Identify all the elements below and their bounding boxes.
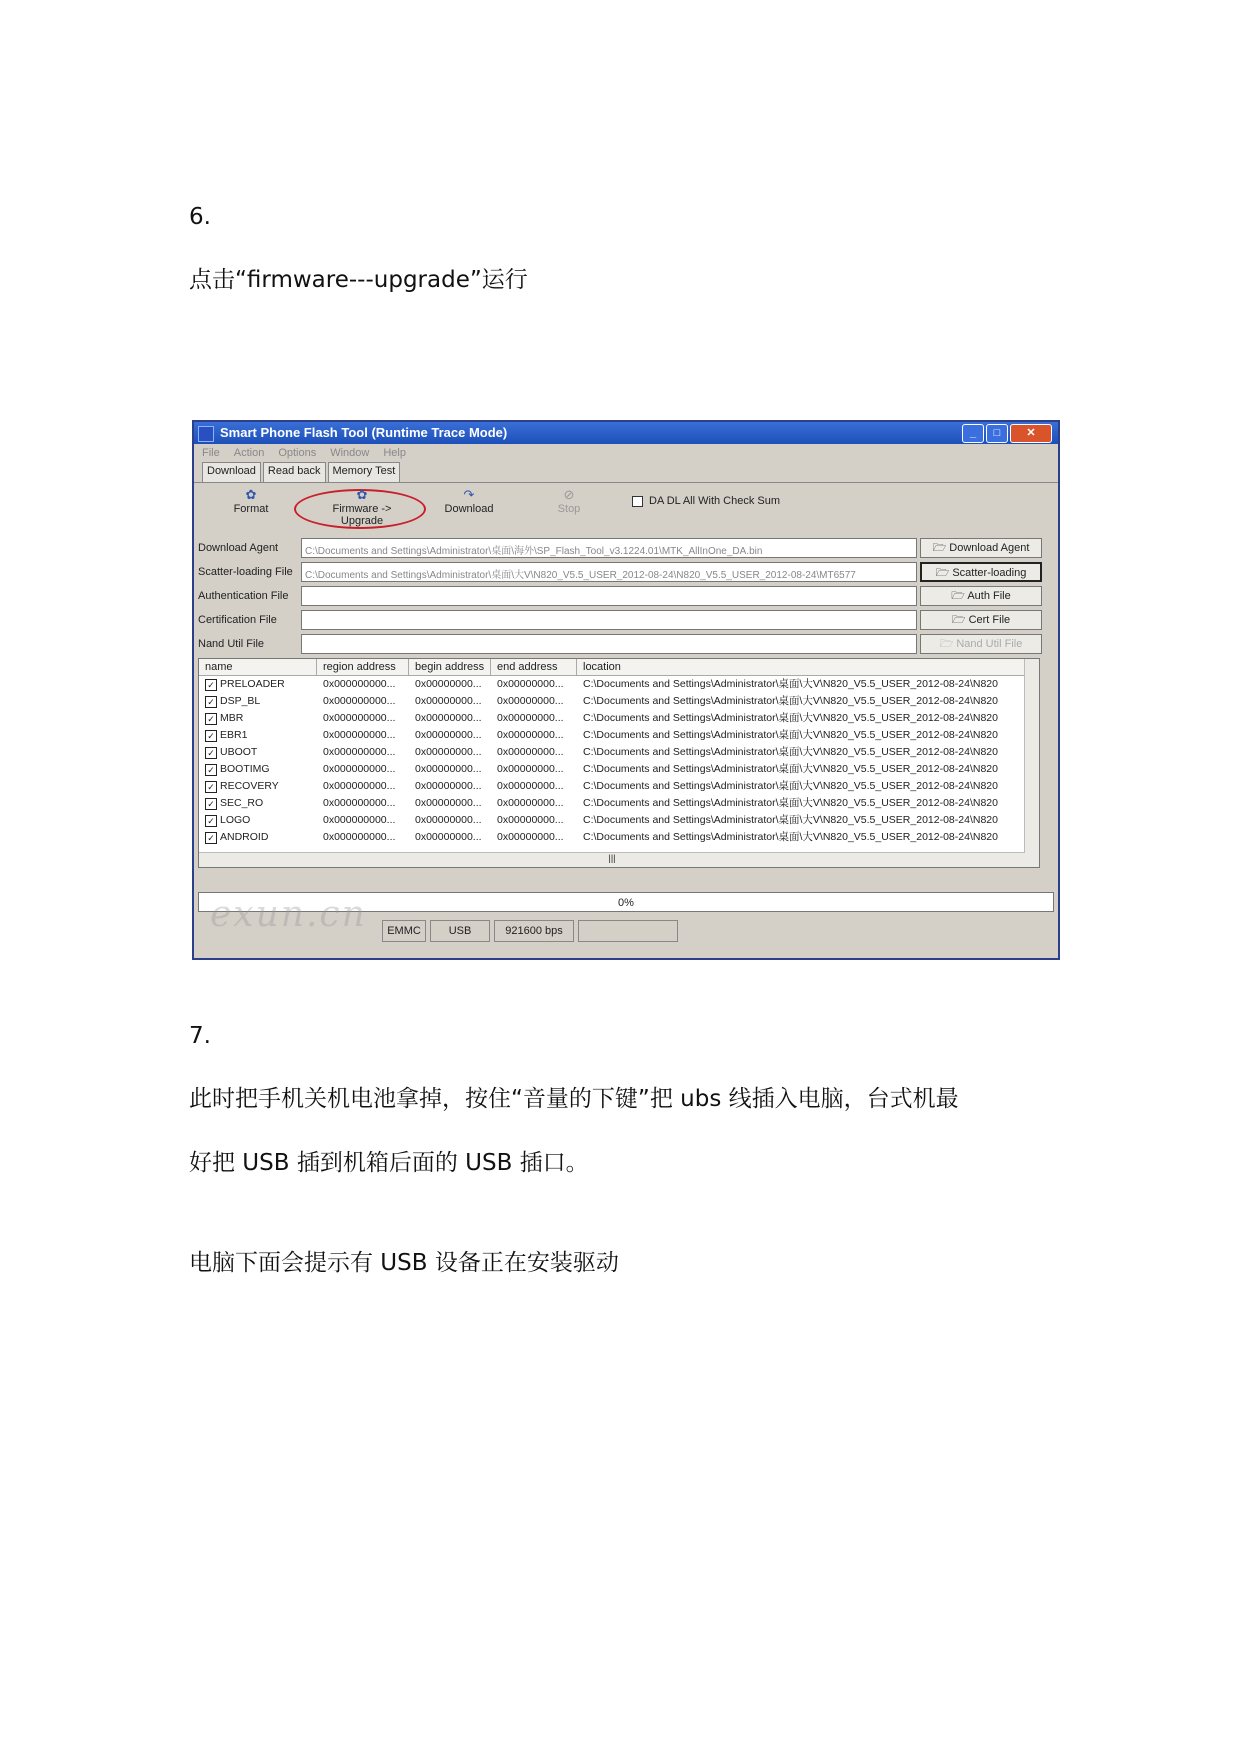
row-location: C:\Documents and Settings\Administrator\桌面\大V\N820_V5.5_USER_2012-08-24\N820	[583, 678, 998, 690]
checkbox-checked-icon[interactable]: ✓	[205, 781, 217, 793]
partition-table	[198, 658, 1040, 868]
watermark: exun.cn	[210, 894, 367, 935]
table-row[interactable]	[199, 693, 1039, 710]
row-name: UBOOT	[220, 746, 258, 758]
stop-label: Stop	[557, 503, 581, 515]
checkbox-checked-icon[interactable]: ✓	[205, 730, 217, 742]
row-region: 0x000000000...	[323, 780, 396, 792]
row-name: ANDROID	[220, 831, 269, 843]
row-begin: 0x00000000...	[415, 729, 482, 741]
row-begin: 0x00000000...	[415, 746, 482, 758]
col-region[interactable]: region address	[317, 659, 409, 675]
table-row[interactable]	[199, 727, 1039, 744]
row-name: RECOVERY	[220, 780, 279, 792]
status-storage: EMMC	[382, 920, 426, 942]
minimize-button[interactable]: _	[962, 424, 984, 443]
row-end: 0x00000000...	[497, 695, 564, 707]
row-name: EBR1	[220, 729, 248, 741]
row-name: PRELOADER	[220, 678, 285, 690]
row-begin: 0x00000000...	[415, 814, 482, 826]
row-region: 0x000000000...	[323, 712, 396, 724]
download-agent-field[interactable]: C:\Documents and Settings\Administrator\桌面\海外\SP_Flash_Tool_v3.1224.01\MTK_AllInOne_DA.bin	[301, 538, 917, 558]
table-row[interactable]	[199, 778, 1039, 795]
nand-label: Nand Util File	[198, 638, 265, 650]
checkbox-checked-icon[interactable]: ✓	[205, 764, 217, 776]
firmware-upgrade-button[interactable]	[312, 487, 412, 527]
table-header	[199, 659, 1039, 676]
format-label: Format	[233, 503, 269, 515]
row-location: C:\Documents and Settings\Administrator\桌面\大V\N820_V5.5_USER_2012-08-24\N820	[583, 695, 998, 707]
row-region: 0x000000000...	[323, 814, 396, 826]
scatter-row	[198, 562, 1054, 584]
table-row[interactable]	[199, 812, 1039, 829]
row-location: C:\Documents and Settings\Administrator\桌面\大V\N820_V5.5_USER_2012-08-24\N820	[583, 712, 998, 724]
download-icon: ↷	[463, 487, 475, 502]
table-row[interactable]	[199, 710, 1039, 727]
row-end: 0x00000000...	[497, 831, 564, 843]
flash-tool-screenshot	[192, 420, 1060, 960]
checkbox-checked-icon[interactable]: ✓	[205, 696, 217, 708]
menu-help[interactable]: Help	[383, 447, 406, 459]
stop-button[interactable]	[524, 487, 614, 515]
row-begin: 0x00000000...	[415, 831, 482, 843]
download-button[interactable]	[424, 487, 514, 515]
close-button[interactable]: ✕	[1010, 424, 1052, 443]
scatter-button[interactable]: 🗁 Scatter-loading	[920, 562, 1042, 582]
auth-row	[198, 586, 1054, 608]
step7-line2: 好把 USB 插到机箱后面的 USB 插口。	[189, 1150, 589, 1176]
checkbox-checked-icon[interactable]: ✓	[205, 815, 217, 827]
row-name: MBR	[220, 712, 244, 724]
menu-window[interactable]: Window	[330, 447, 370, 459]
nand-button[interactable]: 🗁 Nand Util File	[920, 634, 1042, 654]
auth-label: Authentication File	[198, 590, 289, 602]
status-port: USB	[430, 920, 490, 942]
row-begin: 0x00000000...	[415, 780, 482, 792]
scatter-button-label: Scatter-loading	[952, 567, 1027, 579]
row-location: C:\Documents and Settings\Administrator\桌面\大V\N820_V5.5_USER_2012-08-24\N820	[583, 746, 998, 758]
horizontal-scrollbar[interactable]: |||	[199, 852, 1025, 867]
row-region: 0x000000000...	[323, 695, 396, 707]
checkbox-checked-icon[interactable]: ✓	[205, 832, 217, 844]
row-end: 0x00000000...	[497, 763, 564, 775]
row-region: 0x000000000...	[323, 746, 396, 758]
app-icon	[198, 426, 214, 442]
menu-options[interactable]: Options	[278, 447, 317, 459]
step6-number: 6.	[189, 204, 211, 230]
row-location: C:\Documents and Settings\Administrator\桌面\大V\N820_V5.5_USER_2012-08-24\N820	[583, 831, 998, 843]
auth-button[interactable]: 🗁 Auth File	[920, 586, 1042, 606]
row-end: 0x00000000...	[497, 729, 564, 741]
tab-read-back[interactable]: Read back	[263, 462, 326, 482]
maximize-button[interactable]: □	[986, 424, 1008, 443]
cert-row	[198, 610, 1054, 632]
row-location: C:\Documents and Settings\Administrator\桌面\大V\N820_V5.5_USER_2012-08-24\N820	[583, 797, 998, 809]
row-region: 0x000000000...	[323, 729, 396, 741]
nand-field[interactable]	[301, 634, 917, 654]
download-agent-row	[198, 538, 1054, 560]
row-region: 0x000000000...	[323, 763, 396, 775]
checkbox-checked-icon[interactable]: ✓	[205, 713, 217, 725]
row-name: BOOTIMG	[220, 763, 270, 775]
row-name: SEC_RO	[220, 797, 264, 809]
row-begin: 0x00000000...	[415, 678, 482, 690]
checkbox-checked-icon[interactable]: ✓	[205, 798, 217, 810]
row-name: DSP_BL	[220, 695, 261, 707]
col-begin[interactable]: begin address	[409, 659, 491, 675]
cert-label: Certification File	[198, 614, 277, 626]
menu-action[interactable]: Action	[233, 447, 265, 459]
row-region: 0x000000000...	[323, 797, 396, 809]
row-begin: 0x00000000...	[415, 763, 482, 775]
download-agent-label: Download Agent	[198, 542, 279, 554]
step6-instruction: 点击“firmware---upgrade”运行	[189, 267, 528, 293]
col-name[interactable]: name	[199, 659, 317, 675]
status-baud: 921600 bps	[494, 920, 574, 942]
title-bar	[194, 422, 1058, 444]
download-label: Download	[444, 503, 494, 515]
checksum-checkbox[interactable]	[632, 495, 780, 507]
table-row[interactable]	[199, 795, 1039, 812]
format-icon: ✿	[245, 487, 257, 502]
row-location: C:\Documents and Settings\Administrator\桌面\大V\N820_V5.5_USER_2012-08-24\N820	[583, 780, 998, 792]
row-location: C:\Documents and Settings\Administrator\桌面\大V\N820_V5.5_USER_2012-08-24\N820	[583, 763, 998, 775]
row-region: 0x000000000...	[323, 831, 396, 843]
row-location: C:\Documents and Settings\Administrator\桌面\大V\N820_V5.5_USER_2012-08-24\N820	[583, 729, 998, 741]
auth-field[interactable]	[301, 586, 917, 606]
download-agent-button[interactable]: 🗁 Download Agent	[920, 538, 1042, 558]
row-end: 0x00000000...	[497, 814, 564, 826]
toolbar	[194, 483, 1058, 527]
table-row[interactable]	[199, 829, 1039, 846]
checkbox-box	[632, 496, 643, 507]
table-row[interactable]	[199, 676, 1039, 693]
window-title: Smart Phone Flash Tool (Runtime Trace Mode)	[220, 425, 508, 440]
tab-bar	[194, 462, 1058, 483]
nand-button-label: Nand Util File	[956, 638, 1023, 650]
col-location[interactable]: location	[577, 659, 1039, 675]
status-empty	[578, 920, 678, 942]
firmware-icon: ✿	[356, 487, 368, 502]
row-region: 0x000000000...	[323, 678, 396, 690]
vertical-scrollbar[interactable]	[1024, 659, 1039, 867]
cert-button-label: Cert File	[968, 614, 1011, 626]
row-end: 0x00000000...	[497, 797, 564, 809]
row-location: C:\Documents and Settings\Administrator\桌面\大V\N820_V5.5_USER_2012-08-24\N820	[583, 814, 998, 826]
table-row[interactable]	[199, 744, 1039, 761]
scatter-label: Scatter-loading File	[198, 566, 293, 578]
row-end: 0x00000000...	[497, 678, 564, 690]
menu-file[interactable]: File	[202, 447, 220, 459]
step7-number: 7.	[189, 1023, 211, 1049]
firmware-upgrade-label: Firmware -> Upgrade	[332, 503, 392, 527]
format-button[interactable]	[206, 487, 296, 515]
checkbox-checked-icon[interactable]: ✓	[205, 747, 217, 759]
auth-button-label: Auth File	[967, 590, 1011, 602]
step7-line1: 此时把手机关机电池拿掉，按住“音量的下键”把 ubs 线插入电脑，台式机最	[189, 1086, 959, 1112]
col-end[interactable]: end address	[491, 659, 577, 675]
nand-row	[198, 634, 1054, 654]
cert-field[interactable]	[301, 610, 917, 630]
row-begin: 0x00000000...	[415, 797, 482, 809]
row-end: 0x00000000...	[497, 746, 564, 758]
checkbox-checked-icon[interactable]: ✓	[205, 679, 217, 691]
checksum-label: DA DL All With Check Sum	[649, 495, 781, 507]
download-agent-button-label: Download Agent	[949, 542, 1030, 554]
stop-icon: ⊘	[563, 487, 575, 502]
row-end: 0x00000000...	[497, 780, 564, 792]
row-begin: 0x00000000...	[415, 695, 482, 707]
scatter-field[interactable]: C:\Documents and Settings\Administrator\桌面\大V\N820_V5.5_USER_2012-08-24\N820_V5.5_USER_2012-08-24\MT6577	[301, 562, 917, 582]
tab-download[interactable]: Download	[202, 462, 261, 482]
cert-button[interactable]: 🗁 Cert File	[920, 610, 1042, 630]
driver-note: 电脑下面会提示有 USB 设备正在安装驱动	[189, 1250, 619, 1276]
table-row[interactable]	[199, 761, 1039, 778]
tab-memory-test[interactable]: Memory Test	[328, 462, 401, 482]
row-begin: 0x00000000...	[415, 712, 482, 724]
progress-text: 0%	[618, 897, 634, 909]
row-name: LOGO	[220, 814, 251, 826]
row-end: 0x00000000...	[497, 712, 564, 724]
menu-bar	[194, 444, 1058, 462]
